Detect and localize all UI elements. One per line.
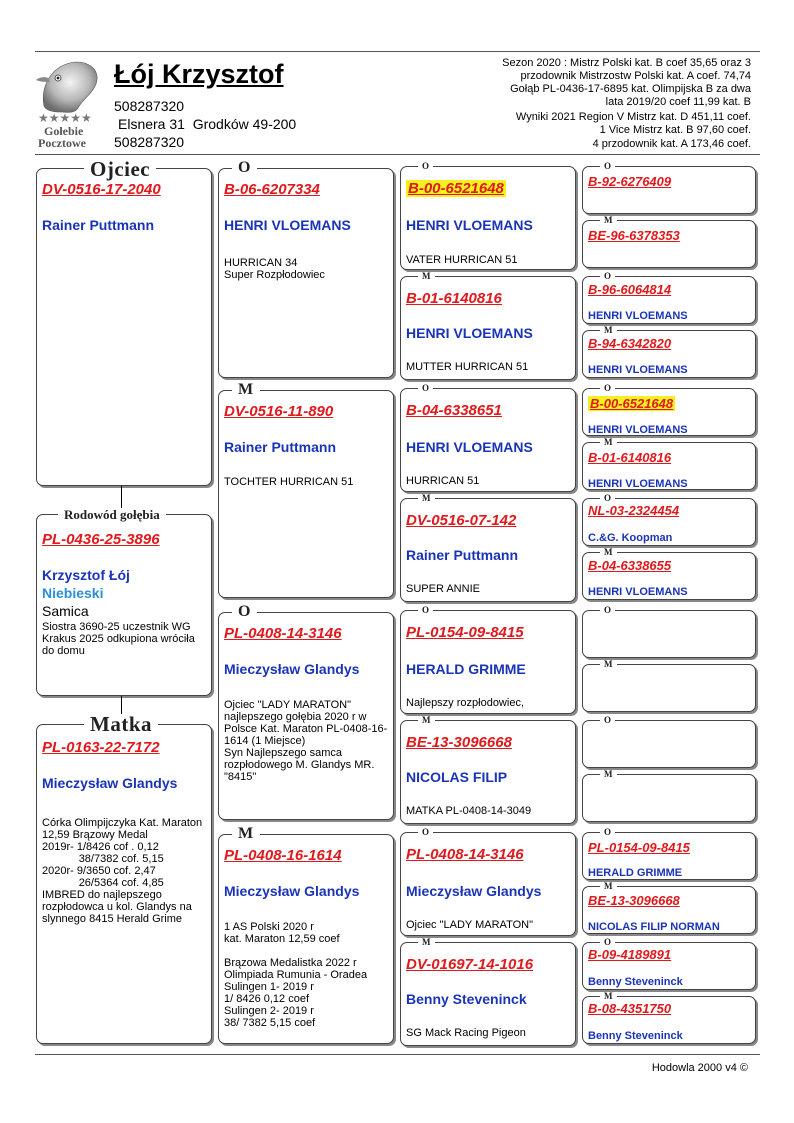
g3-1-desc: MUTTER HURRICAN 51 xyxy=(406,361,529,373)
mother-owner: Mieczysław Glandys xyxy=(42,775,178,791)
g4-6-ring[interactable]: NL-03-2324454 xyxy=(588,503,680,518)
g3-2-o-label: O xyxy=(418,384,433,393)
g4-14-owner: Benny Steveninck xyxy=(588,976,683,988)
fm-m-label: M xyxy=(232,380,260,400)
g4-12-owner: HERALD GRIMME xyxy=(588,867,683,879)
g4-3-ring[interactable]: B-94-6342820 xyxy=(588,336,672,351)
g3-3-m-label: M xyxy=(418,494,435,503)
g4-7-owner: HENRI VLOEMANS xyxy=(588,586,688,598)
season-line-3: Gołąb PL-0436-17-6895 kat. Olimpijska B za dwa xyxy=(510,83,751,95)
breeder-phone-2: 508287320 xyxy=(114,134,185,150)
g4-15-owner: Benny Steveninck xyxy=(588,1030,683,1042)
g4-12-o-label: O xyxy=(600,828,615,837)
g3-6-owner: Mieczysław Glandys xyxy=(406,883,542,899)
breeder-name: Łój Krzysztof xyxy=(114,59,284,89)
g3-6-ring[interactable]: PL-0408-14-3146 xyxy=(406,846,524,863)
g4-13-m-label: M xyxy=(600,882,617,891)
mm-ring[interactable]: PL-0408-16-1614 xyxy=(224,847,342,864)
g3-6-o-label: O xyxy=(418,828,433,837)
matka-label: Matka xyxy=(84,714,158,734)
season-line-4: lata 2019/20 coef 11,99 kat. B xyxy=(605,96,751,108)
g3-0-o-label: O xyxy=(418,162,433,171)
fm-desc: TOCHTER HURRICAN 51 xyxy=(224,476,354,488)
g3-0-desc: VATER HURRICAN 51 xyxy=(406,254,518,266)
breeder-address: Elsnera 31 Grodków 49-200 xyxy=(118,116,297,132)
g3-4-o-label: O xyxy=(418,606,433,615)
g3-2-owner: HENRI VLOEMANS xyxy=(406,439,533,455)
header-top-line xyxy=(35,51,760,52)
subject-desc: Siostra 3690-25 uczestnik WG Krakus 2025 odkupiona wróciła do domu xyxy=(42,621,195,657)
g3-4-owner: HERALD GRIMME xyxy=(406,661,526,677)
g3-4-ring[interactable]: PL-0154-09-8415 xyxy=(406,624,524,641)
subject-color: Niebieski xyxy=(42,585,104,601)
g4-12-ring[interactable]: PL-0154-09-8415 xyxy=(588,840,690,855)
father-card[interactable] xyxy=(36,168,212,486)
g4-13-ring[interactable]: BE-13-3096668 xyxy=(588,893,680,908)
g4-15-m-label: M xyxy=(600,992,617,1001)
g4-14-o-label: O xyxy=(600,938,615,947)
header-bottom-line xyxy=(35,154,760,155)
g3-1-m-label: M xyxy=(418,272,435,281)
footer-text: Hodowla 2000 v4 © xyxy=(651,1062,748,1074)
g3-2-desc: HURRICAN 51 xyxy=(406,475,480,487)
subject-owner: Krzysztof Łój xyxy=(42,567,130,583)
mf-o-label: O xyxy=(232,602,257,622)
g4-10-o-label: O xyxy=(600,716,615,725)
season-line-6: 1 Vice Mistrz kat. B 97,60 coef. xyxy=(599,124,751,136)
g4-4-ring[interactable]: B-00-6521648 xyxy=(590,396,674,411)
fm-card[interactable] xyxy=(218,390,394,598)
fm-owner: Rainer Puttmann xyxy=(224,439,337,455)
breeder-phone-1: 508287320 xyxy=(114,98,185,114)
g4-7-ring[interactable]: B-04-6338655 xyxy=(588,558,672,573)
footer-line xyxy=(35,1054,760,1055)
g3-7-m-label: M xyxy=(418,938,435,947)
g4-4-o-label: O xyxy=(600,384,615,393)
season-line-5: Wyniki 2021 Region V Mistrz kat. D 451,11 coef. xyxy=(515,111,751,123)
logo-text-2: Pocztowe xyxy=(38,136,86,150)
g4-7-m-label: M xyxy=(600,548,617,557)
subject-ring[interactable]: PL-0436-25-3896 xyxy=(42,531,160,548)
mm-desc: 1 AS Polski 2020 r kat. Maraton 12,59 coef Brązowa Medalistka 2022 r Olimpiada Rumunia - Oradea Sulingen 1- 2019 r 1/ 8426 0,12 coef Sulingen 2- 2019 r 38/ 7382 5,15 coef xyxy=(224,921,368,1029)
g4-11-m-label: M xyxy=(600,770,617,779)
g4-card-10[interactable] xyxy=(582,720,756,768)
g3-3-desc: SUPER ANNIE xyxy=(406,583,480,595)
g4-9-m-label: M xyxy=(600,660,617,669)
rodowod-label: Rodowód gołębia xyxy=(58,508,166,521)
g3-7-owner: Benny Steveninck xyxy=(406,991,527,1007)
g3-3-owner: Rainer Puttmann xyxy=(406,547,519,563)
ff-desc: HURRICAN 34 Super Rozpłodowiec xyxy=(224,257,325,281)
season-line-1: Sezon 2020 : Mistrz Polski kat. B coef 35,65 oraz 3 xyxy=(502,57,751,69)
g4-5-m-label: M xyxy=(600,438,617,447)
logo-text-1: Gołebie xyxy=(44,124,84,138)
g3-6-desc: Ojciec "LADY MARATON" xyxy=(406,919,534,931)
season-line-7: 4 przodownik kat. A 173,46 coef. xyxy=(592,138,751,150)
mf-desc: Ojciec "LADY MARATON" najlepszego gołębia 2020 r w Polsce Kat. Maraton PL-0408-16-1614 (1 Miejsce) Syn Najlepszego samca rozpłodowego M. Glandys MR. "8415" xyxy=(224,699,388,783)
mf-ring[interactable]: PL-0408-14-3146 xyxy=(224,625,342,642)
season-line-2: przodownik Mistrzostw Polski kat. A coef. 74,74 xyxy=(520,70,751,82)
g4-6-owner: C.&G. Koopman xyxy=(588,532,673,544)
fm-ring[interactable]: DV-0516-11-890 xyxy=(224,403,334,420)
g4-1-ring[interactable]: BE-96-6378353 xyxy=(588,228,680,243)
g3-0-ring[interactable]: B-00-6521648 xyxy=(408,180,504,197)
mf-owner: Mieczysław Glandys xyxy=(224,661,360,677)
ff-ring[interactable]: B-06-6207334 xyxy=(224,181,320,198)
g4-6-o-label: O xyxy=(600,494,615,503)
g3-1-ring[interactable]: B-01-6140816 xyxy=(406,290,502,307)
father-ring[interactable]: DV-0516-17-2040 xyxy=(42,181,161,198)
g4-14-ring[interactable]: B-09-4189891 xyxy=(588,947,672,962)
ff-owner: HENRI VLOEMANS xyxy=(224,217,351,233)
g4-5-owner: HENRI VLOEMANS xyxy=(588,478,688,490)
g3-7-ring[interactable]: DV-01697-14-1016 xyxy=(406,956,534,973)
g4-15-ring[interactable]: B-08-4351750 xyxy=(588,1001,672,1016)
g3-5-ring[interactable]: BE-13-3096668 xyxy=(406,734,512,751)
g3-3-ring[interactable]: DV-0516-07-142 xyxy=(406,512,517,529)
g4-card-9[interactable] xyxy=(582,664,756,712)
ff-o-label: O xyxy=(232,158,257,178)
g4-2-ring[interactable]: B-96-6064814 xyxy=(588,282,672,297)
g3-2-ring[interactable]: B-04-6338651 xyxy=(406,402,502,419)
g3-5-owner: NICOLAS FILIP xyxy=(406,769,508,785)
father-owner: Rainer Puttmann xyxy=(42,217,155,233)
g3-5-m-label: M xyxy=(418,716,435,725)
mm-owner: Mieczysław Glandys xyxy=(224,883,360,899)
mother-ring[interactable]: PL-0163-22-7172 xyxy=(42,739,160,756)
subject-sex: Samica xyxy=(42,603,89,619)
g4-card-8[interactable] xyxy=(582,610,756,658)
g3-5-desc: MATKA PL-0408-14-3049 xyxy=(406,805,532,817)
g4-13-owner: NICOLAS FILIP NORMAN xyxy=(588,921,720,933)
g4-3-m-label: M xyxy=(600,326,617,335)
g4-card-11[interactable] xyxy=(582,774,756,822)
g3-7-desc: SG Mack Racing Pigeon xyxy=(406,1027,526,1039)
g3-1-owner: HENRI VLOEMANS xyxy=(406,325,533,341)
g4-0-ring[interactable]: B-92-6276409 xyxy=(588,174,672,189)
g3-4-desc: Najlepszy rozpłodowiec, xyxy=(406,697,524,709)
g4-8-o-label: O xyxy=(600,606,615,615)
g4-0-o-label: O xyxy=(600,162,615,171)
g4-1-m-label: M xyxy=(600,216,617,225)
g3-0-owner: HENRI VLOEMANS xyxy=(406,217,533,233)
g4-2-owner: HENRI VLOEMANS xyxy=(588,310,688,322)
stars-icon: ★★★★★ xyxy=(38,111,92,125)
g4-2-o-label: O xyxy=(600,272,615,281)
mm-m-label: M xyxy=(232,824,260,844)
mother-desc: Córka Olimpijczyka Kat. Maraton 12,59 Brązowy Medal 2019r- 1/8426 cof . 0,12 38/7382 cof. 5,15 2020r- 9/3650 cof. 2,47 26/5364 cof. 4,85 IMBRED do najlepszego rozpłodowca u kol. Glandys na slynnego 8415 Herald Grime xyxy=(42,817,203,925)
g4-5-ring[interactable]: B-01-6140816 xyxy=(588,450,672,465)
ojciec-label: Ojciec xyxy=(84,159,156,179)
g4-3-owner: HENRI VLOEMANS xyxy=(588,364,688,376)
g4-4-owner: HENRI VLOEMANS xyxy=(588,424,688,436)
